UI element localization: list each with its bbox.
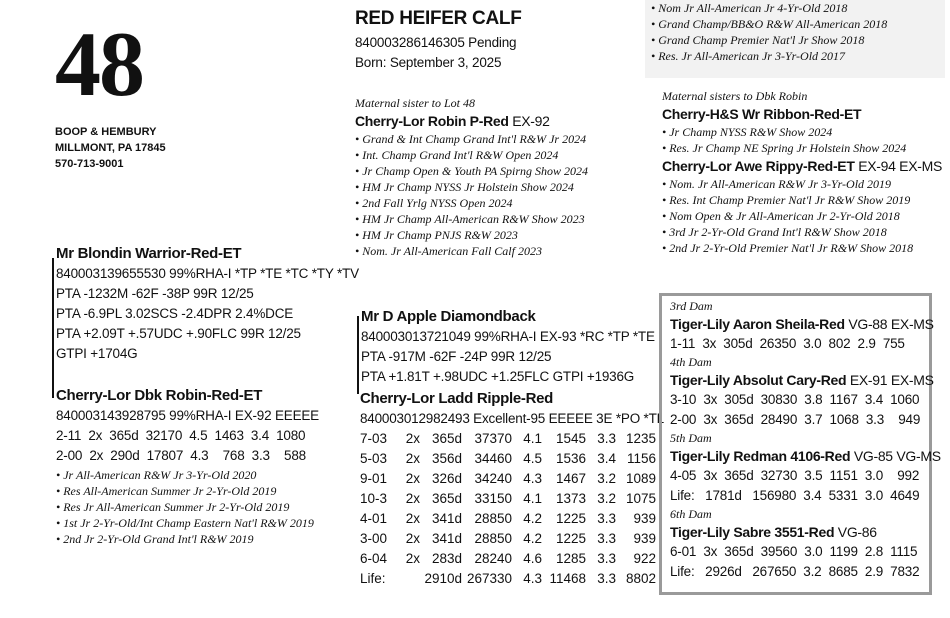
sister-name: Cherry-Lor Awe Rippy-Red-ET EX-94 EX-MS bbox=[662, 158, 943, 174]
table-cell: 1075 bbox=[625, 491, 656, 506]
dam-generation-label: 6th Dam bbox=[670, 507, 712, 521]
award-item: • 1st Jr 2-Yr-Old/Int Champ Eastern Nat'l R&W 2019 bbox=[56, 516, 314, 530]
table-cell: 37370 bbox=[474, 431, 512, 446]
pedigree-bracket-line bbox=[52, 258, 54, 398]
maternal-grandsire-block bbox=[361, 307, 655, 387]
table-cell: 5-03 bbox=[360, 451, 388, 466]
consignor-address: MILLMONT, PA 17845 bbox=[55, 142, 166, 154]
table-cell: 10-3 bbox=[360, 491, 388, 506]
second-dam-registration: 840003012982493 Excellent-95 EEEEE 3E *PO *TL bbox=[360, 411, 664, 426]
table-cell: 1156 bbox=[626, 451, 656, 466]
table-cell: 4.2 bbox=[523, 531, 542, 546]
table-cell: 28850 bbox=[474, 511, 512, 526]
table-cell: 2910d bbox=[424, 571, 462, 586]
award-item: • Res All-American Summer Jr 2-Yr-Old 2019 bbox=[56, 484, 277, 498]
table-row-life bbox=[360, 569, 656, 589]
table-cell: 28850 bbox=[474, 531, 512, 546]
sister-name: Cherry-Lor Robin P-Red EX-92 bbox=[355, 113, 550, 129]
table-row bbox=[360, 509, 656, 529]
table-cell: 1545 bbox=[555, 431, 586, 446]
award-item: • Nom. Jr All-American R&W Jr 3-Yr-Old 2019 bbox=[662, 177, 892, 191]
table-row bbox=[360, 469, 656, 489]
consignor-name: BOOP & HEMBURY bbox=[55, 126, 157, 138]
second-dam-block bbox=[360, 389, 664, 589]
dam-line: 2-00 2x 290d 17807 4.3 768 3.3 588 bbox=[56, 448, 306, 463]
table-cell: 4.6 bbox=[523, 551, 542, 566]
table-cell: Life: bbox=[360, 571, 386, 586]
dam-block bbox=[56, 386, 319, 547]
award-item: • Int. Champ Grand Int'l R&W Open 2024 bbox=[355, 148, 559, 162]
table-cell: 4.3 bbox=[523, 571, 542, 586]
table-cell: 7-03 bbox=[360, 431, 388, 446]
ancestor-dam-record: 3-10 3x 305d 30830 3.8 1167 3.4 1060 bbox=[670, 392, 920, 407]
table-cell: 33150 bbox=[474, 491, 512, 506]
table-row bbox=[360, 549, 656, 569]
award-item: • Res. Jr Champ NE Spring Jr Holstein Show 2024 bbox=[662, 141, 907, 155]
ancestor-dam-name: Tiger-Lily Absolut Cary-Red EX-91 EX-MS bbox=[670, 372, 934, 388]
table-cell: 3.3 bbox=[597, 531, 616, 546]
award-item: • HM Jr Champ NYSS Jr Holstein Show 2024 bbox=[355, 180, 574, 194]
consignor-phone: 570-713-9001 bbox=[55, 158, 124, 170]
table-cell: 2x bbox=[405, 431, 420, 446]
table-cell: 1285 bbox=[555, 551, 586, 566]
table-cell: 6-04 bbox=[360, 551, 388, 566]
ancestor-dam-name: Tiger-Lily Sabre 3551-Red VG-86 bbox=[670, 524, 877, 540]
award-item: • HM Jr Champ PNJS R&W 2023 bbox=[355, 228, 518, 242]
table-cell: 3.3 bbox=[597, 551, 616, 566]
consignor-block bbox=[55, 124, 166, 172]
table-cell: 4.3 bbox=[523, 471, 542, 486]
award-item: • Res. Int Champ Premier Nat'l Jr R&W Show 2019 bbox=[662, 193, 911, 207]
sire-line: PTA -1232M -62F -38P 99R 12/25 bbox=[56, 286, 254, 301]
second-dam-name: Cherry-Lor Ladd Ripple-Red bbox=[360, 390, 554, 407]
calf-registration: 840003286146305 Pending bbox=[355, 35, 517, 50]
award-item: • 3rd Jr 2-Yr-Old Grand Int'l R&W Show 2018 bbox=[662, 225, 887, 239]
table-cell: 365d bbox=[431, 491, 462, 506]
ancestor-dam-name: Tiger-Lily Aaron Sheila-Red VG-88 EX-MS bbox=[670, 316, 934, 332]
sire-line: 840003139655530 99%RHA-I *TP *TE *TC *TY *TV bbox=[56, 266, 359, 281]
table-cell: 8802 bbox=[625, 571, 656, 586]
table-cell: 3.2 bbox=[597, 491, 616, 506]
table-cell: 2x bbox=[405, 511, 420, 526]
top-awards-block bbox=[651, 0, 887, 64]
table-cell: 939 bbox=[633, 531, 656, 546]
lot-number: 48 bbox=[55, 13, 143, 115]
sire-line: PTA +2.09T +.57UDC +.90FLC 99R 12/25 bbox=[56, 326, 301, 341]
grandsire-line: PTA -917M -62F -24P 99R 12/25 bbox=[361, 349, 552, 364]
table-row bbox=[360, 529, 656, 549]
table-cell: 3.3 bbox=[597, 431, 616, 446]
table-cell: 3.3 bbox=[597, 511, 616, 526]
award-item: • Nom Open & Jr All-American Jr 2-Yr-Old 2018 bbox=[662, 209, 900, 223]
award-item: • Jr Champ NYSS R&W Show 2024 bbox=[662, 125, 833, 139]
award-item: • 2nd Jr 2-Yr-Old Grand Int'l R&W 2019 bbox=[56, 532, 254, 546]
table-cell: 3.2 bbox=[597, 471, 616, 486]
table-cell: 1536 bbox=[555, 451, 586, 466]
table-cell: 341d bbox=[431, 531, 462, 546]
sire-block bbox=[56, 244, 359, 364]
table-cell: 4.2 bbox=[523, 511, 542, 526]
dam-line: 840003143928795 99%RHA-I EX-92 EEEEE bbox=[56, 408, 319, 423]
ancestor-dam-record: 2-00 3x 365d 28490 3.7 1068 3.3 949 bbox=[670, 412, 921, 427]
grandsire-name: Mr D Apple Diamondback bbox=[361, 308, 536, 325]
table-row bbox=[360, 449, 656, 469]
table-cell: 1235 bbox=[625, 431, 656, 446]
table-cell: 326d bbox=[431, 471, 462, 486]
table-cell: 1225 bbox=[555, 511, 586, 526]
sire-name: Mr Blondin Warrior-Red-ET bbox=[56, 245, 242, 262]
dam-generation-label: 3rd Dam bbox=[670, 299, 713, 313]
dam-name: Cherry-Lor Dbk Robin-Red-ET bbox=[56, 387, 263, 404]
table-cell: 365d bbox=[431, 431, 462, 446]
table-cell: 3.4 bbox=[597, 451, 616, 466]
table-cell: 356d bbox=[431, 451, 462, 466]
table-cell: 2x bbox=[405, 471, 420, 486]
lactation-records-table bbox=[360, 429, 656, 589]
table-cell: 283d bbox=[431, 551, 462, 566]
dam-generation-label: 4th Dam bbox=[670, 355, 712, 369]
ancestor-dam-record: Life: 1781d 156980 3.4 5331 3.0 4649 bbox=[670, 488, 920, 503]
table-cell: 939 bbox=[633, 511, 656, 526]
award-item: • 2nd Jr 2-Yr-Old Premier Nat'l Jr R&W Show 2018 bbox=[662, 241, 914, 255]
ancestor-dam-record: 6-01 3x 365d 39560 3.0 1199 2.8 1115 bbox=[670, 544, 918, 559]
table-cell: 1089 bbox=[625, 471, 656, 486]
maternal-sister-block bbox=[355, 95, 588, 259]
sire-line: PTA -6.9PL 3.02SCS -2.4DPR 2.4%DCE bbox=[56, 306, 294, 321]
award-item: • Jr All-American R&W Jr 3-Yr-Old 2020 bbox=[56, 468, 257, 482]
award-item: • Grand Champ Premier Nat'l Jr Show 2018 bbox=[651, 33, 865, 47]
award-item: • Jr Champ Open & Youth PA Spirng Show 2024 bbox=[355, 164, 589, 178]
ancestor-dam-name: Tiger-Lily Redman 4106-Red VG-85 VG-MS bbox=[670, 448, 941, 464]
award-item: • Nom. Jr All-American Fall Calf 2023 bbox=[355, 244, 542, 258]
calf-born: Born: September 3, 2025 bbox=[355, 55, 502, 70]
pedigree-bracket-line bbox=[357, 316, 359, 394]
table-cell: 267330 bbox=[466, 571, 512, 586]
table-cell: 3.3 bbox=[597, 571, 616, 586]
award-item: • 2nd Fall Yrlg NYSS Open 2024 bbox=[355, 196, 513, 210]
table-cell: 1373 bbox=[555, 491, 586, 506]
award-item: • Res Jr All-American Summer Jr 2-Yr-Old 2019 bbox=[56, 500, 290, 514]
table-row bbox=[360, 429, 656, 449]
award-item: • Grand Champ/BB&O R&W All-American 2018 bbox=[651, 17, 888, 31]
grandsire-line: PTA +1.81T +.98UDC +1.25FLC GTPI +1936G bbox=[361, 369, 635, 384]
ancestor-dam-record: Life: 2926d 267650 3.2 8685 2.9 7832 bbox=[670, 564, 920, 579]
sister-name: Cherry-H&S Wr Ribbon-Red-ET bbox=[662, 106, 862, 122]
dam-generation-label: 5th Dam bbox=[670, 431, 712, 445]
calf-info bbox=[355, 33, 516, 73]
award-item: • Grand & Int Champ Grand Int'l R&W Jr 2024 bbox=[355, 132, 587, 146]
ancestor-dam-record: 1-11 3x 305d 26350 3.0 802 2.9 755 bbox=[670, 336, 905, 351]
dbk-sisters-block bbox=[662, 88, 942, 256]
table-cell: 11468 bbox=[549, 571, 586, 586]
calf-title: RED HEIFER CALF bbox=[355, 8, 522, 29]
table-cell: 2x bbox=[405, 491, 420, 506]
table-cell: 2x bbox=[405, 451, 420, 466]
table-cell: 2x bbox=[405, 551, 420, 566]
table-cell: 1225 bbox=[555, 531, 586, 546]
award-item: • Nom Jr All-American Jr 4-Yr-Old 2018 bbox=[651, 1, 848, 15]
table-cell: 9-01 bbox=[360, 471, 388, 486]
table-cell: 4.1 bbox=[523, 491, 542, 506]
section-label: Maternal sisters to Dbk Robin bbox=[662, 89, 808, 103]
table-cell: 28240 bbox=[474, 551, 512, 566]
award-item: • HM Jr Champ All-American R&W Show 2023 bbox=[355, 212, 585, 226]
table-cell: 3-00 bbox=[360, 531, 388, 546]
table-cell: 4.1 bbox=[523, 431, 542, 446]
dam-line: 2-11 2x 365d 32170 4.5 1463 3.4 1080 bbox=[56, 428, 306, 443]
award-item: • Res. Jr All-American Jr 3-Yr-Old 2017 bbox=[651, 49, 846, 63]
table-cell: 922 bbox=[633, 551, 656, 566]
section-label: Maternal sister to Lot 48 bbox=[355, 96, 476, 110]
dam-awards bbox=[56, 467, 319, 547]
ancestor-dams-content bbox=[670, 298, 941, 582]
table-cell: 34460 bbox=[474, 451, 512, 466]
table-cell: 4-01 bbox=[360, 511, 388, 526]
table-cell: 1467 bbox=[555, 471, 586, 486]
sire-line: GTPI +1704G bbox=[56, 346, 138, 361]
table-cell: 4.5 bbox=[523, 451, 542, 466]
ancestor-dam-record: 4-05 3x 365d 32730 3.5 1151 3.0 992 bbox=[670, 468, 920, 483]
table-cell: 341d bbox=[431, 511, 462, 526]
table-row bbox=[360, 489, 656, 509]
table-cell: 34240 bbox=[474, 471, 512, 486]
grandsire-line: 840003013721049 99%RHA-I EX-93 *RC *TP *TE bbox=[361, 329, 655, 344]
table-cell: 2x bbox=[405, 531, 420, 546]
